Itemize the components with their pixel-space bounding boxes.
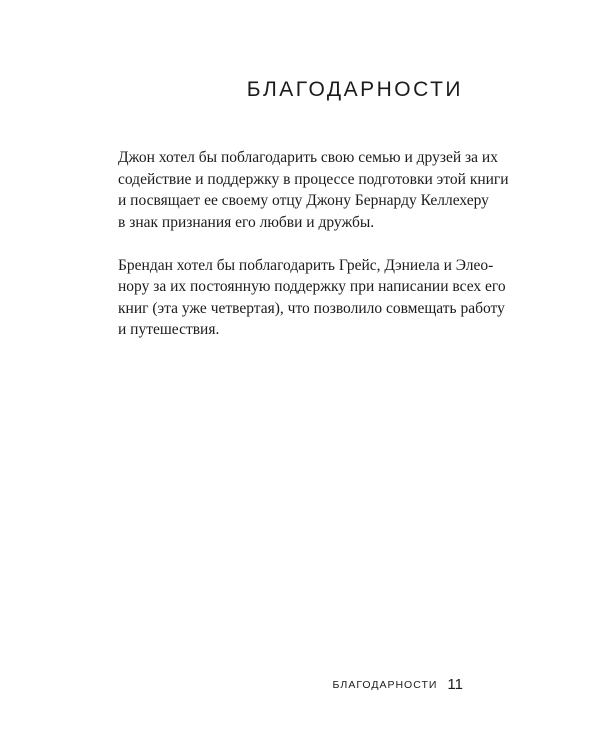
text-line: содействие и поддержку в процессе подготовки этой книги	[118, 170, 509, 188]
text-line: и посвящает ее своему отцу Джону Бернарду Келлехеру	[118, 192, 489, 209]
page-footer	[333, 676, 463, 694]
running-footer-title: БЛАГОДАРНОСТИ	[332, 678, 438, 691]
paragraph-john	[118, 147, 509, 233]
text-line: Джон хотел бы поблагодарить свою семью и друзей за их	[118, 149, 498, 166]
paragraph-brendan	[118, 255, 506, 341]
text-line: в знак признания его любви и дружбы.	[118, 213, 375, 231]
text-line: нору за их постоянную поддержку при написании всех его	[118, 278, 506, 295]
page-number: 11	[447, 676, 463, 694]
page-title: БЛАГОДАРНОСТИ	[246, 78, 463, 101]
text-line: книг (эта уже четвертая), что позволило совмещать работу	[118, 299, 505, 317]
text-line: Брендан хотел бы поблагодарить Грейс, Дэниела и Элео-	[118, 256, 494, 274]
acknowledgements-body	[118, 147, 509, 362]
text-line: и путешествия.	[118, 321, 220, 338]
